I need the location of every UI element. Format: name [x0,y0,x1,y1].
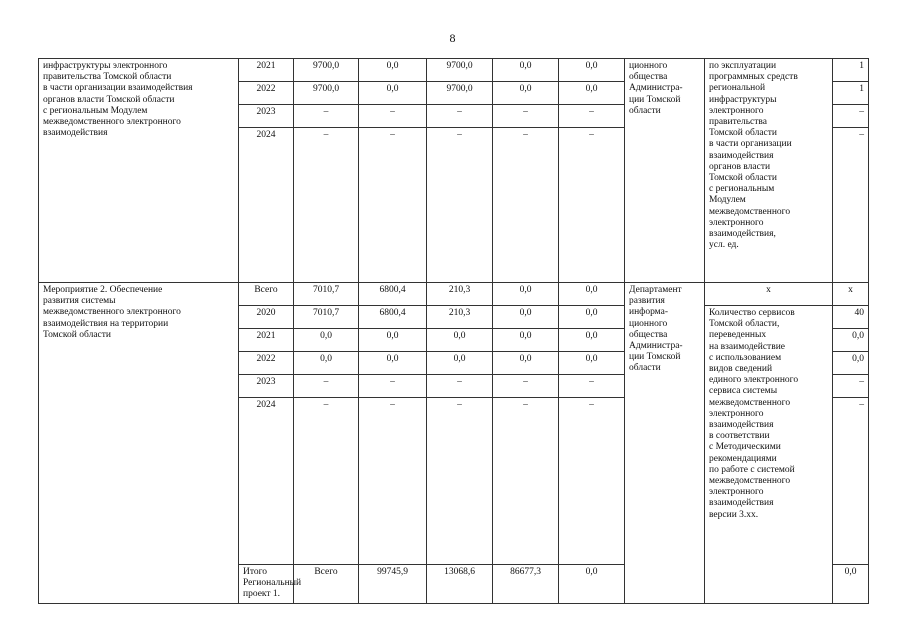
total-cell: – [294,128,359,283]
responsible-cell: ционного общества Администра- ции Томской области [625,59,705,283]
total-cell: – [294,105,359,128]
year-cell: 2023 [239,375,294,398]
year-cell: 2024 [239,128,294,283]
measure-description: инфраструктуры электронного правительства Томской области в части организации взаимодействия органов власти Томской области с региональным Модулем межведомственного электронного взаимодействия [39,59,239,283]
local-cell: 0,0 [493,59,559,82]
indicator-value-cell: – [833,398,869,565]
extrabudget-cell: – [559,128,625,283]
total-cell: 99745,9 [359,565,427,604]
federal-cell: – [359,128,427,283]
regional-cell: 9700,0 [427,82,493,105]
extrabudget-cell: 0,0 [559,306,625,329]
regional-cell: 0,0 [427,352,493,375]
federal-cell: – [359,375,427,398]
regional-cell: – [427,105,493,128]
year-cell: 2024 [239,398,294,565]
local-cell: 0,0 [493,352,559,375]
local-cell: 0,0 [493,283,559,306]
total-cell: 7010,7 [294,283,359,306]
federal-cell: 6800,4 [359,283,427,306]
federal-cell: 0,0 [359,59,427,82]
extrabudget-cell: – [559,105,625,128]
total-cell: – [294,375,359,398]
federal-cell: 0,0 [359,329,427,352]
year-cell: 2023 [239,105,294,128]
total-cell: 7010,7 [294,306,359,329]
regional-cell: – [427,375,493,398]
year-cell: 2022 [239,352,294,375]
year-cell: 2020 [239,306,294,329]
year-cell: 2021 [239,59,294,82]
federal-cell: 0,0 [359,82,427,105]
local-cell: 0,0 [493,306,559,329]
indicator-value-cell: 1 [833,59,869,82]
total-cell: 0,0 [294,329,359,352]
local-cell: 0,0 [559,565,625,604]
indicator-value-cell: – [833,375,869,398]
indicator-value-cell: 1 [833,82,869,105]
indicator-value-cell: – [833,105,869,128]
regional-cell: 210,3 [427,283,493,306]
total-cell: 0,0 [294,352,359,375]
indicator-cell: по эксплуатации программных средств региональной инфраструктуры электронного правительства Томской области в части организации взаимодействия органов власти Томской области с региональным Модулем межведомственного электронного взаимодействия, усл. ед. [705,59,833,283]
federal-cell: 13068,6 [427,565,493,604]
measure-description: Мероприятие 2. Обеспечение развития системы межведомственного электронного взаимодействия на территории Томской области [39,283,239,604]
extrabudget-cell: 0,0 [559,82,625,105]
local-cell: – [493,128,559,283]
responsible-cell: Департамент развития информа- ционного общества Администра- ции Томской области [625,283,705,604]
total-cell: – [294,398,359,565]
local-cell: – [493,398,559,565]
year-cell: Всего [294,565,359,604]
indicator-cell: х [705,283,833,306]
year-cell: 2022 [239,82,294,105]
indicator-value-cell: 0,0 [833,329,869,352]
local-cell: – [493,105,559,128]
regional-cell: – [427,398,493,565]
year-cell: 2021 [239,329,294,352]
page-number: 8 [449,31,456,45]
indicator-value-cell: х [833,283,869,306]
extrabudget-cell: 0,0 [833,565,869,604]
indicator-value-cell: 0,0 [833,352,869,375]
year-cell: Всего [239,283,294,306]
extrabudget-cell: 0,0 [559,352,625,375]
regional-cell: 0,0 [427,329,493,352]
table-row [39,59,869,82]
total-cell: 9700,0 [294,82,359,105]
total-description: Итого Региональный проект 1. [239,565,294,604]
table-row [39,283,869,306]
regional-cell: 9700,0 [427,59,493,82]
regional-cell: 86677,3 [493,565,559,604]
total-cell: 9700,0 [294,59,359,82]
extrabudget-cell: 0,0 [559,283,625,306]
indicator-value-cell: 40 [833,306,869,329]
local-cell: 0,0 [493,329,559,352]
federal-cell: 6800,4 [359,306,427,329]
federal-cell: – [359,398,427,565]
budget-table [38,58,869,604]
federal-cell: – [359,105,427,128]
extrabudget-cell: 0,0 [559,329,625,352]
extrabudget-cell: 0,0 [559,59,625,82]
local-cell: 0,0 [493,82,559,105]
indicator-value-cell: – [833,128,869,283]
local-cell: – [493,375,559,398]
regional-cell: – [427,128,493,283]
extrabudget-cell: – [559,398,625,565]
federal-cell: 0,0 [359,352,427,375]
indicator-cell: Количество сервисов Томской области, переведенных на взаимодействие с использованием видов сведений единого электронного сервиса системы межведомственного электронного взаимодействия в соответствии с Методическими рекомендациями по работе с системой межведомственного электронного взаимодействия версии 3.хх. [705,306,833,604]
extrabudget-cell: – [559,375,625,398]
regional-cell: 210,3 [427,306,493,329]
